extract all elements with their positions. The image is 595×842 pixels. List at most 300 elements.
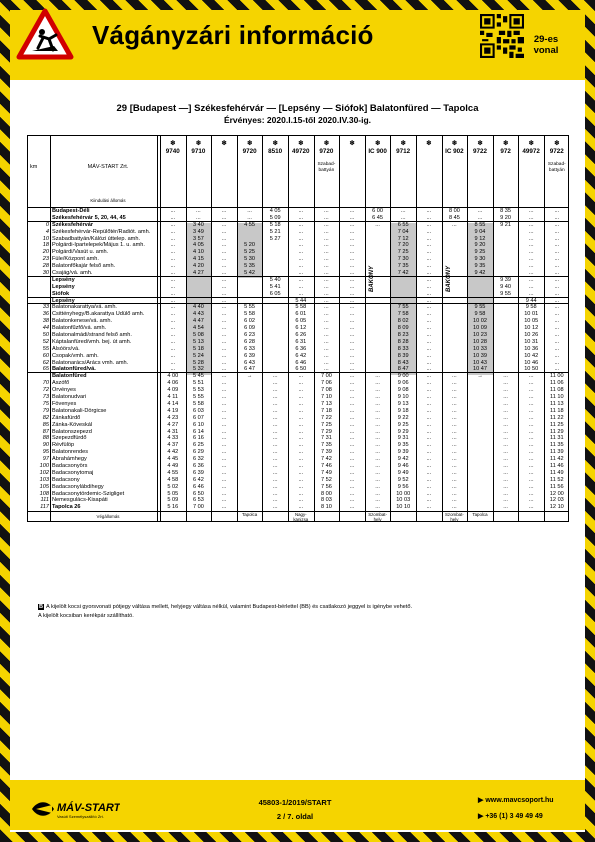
time-cell: 10 31 <box>524 338 539 345</box>
time-cell: ... <box>349 263 355 270</box>
time-cell: ... <box>298 435 304 442</box>
time-cell: 11 52 <box>550 476 564 483</box>
train-column-header <box>442 136 468 208</box>
column-divider <box>518 136 519 521</box>
time-cell: ... <box>298 270 304 277</box>
time-cell: ... <box>554 256 560 263</box>
time-cell: ... <box>375 497 380 504</box>
time-cell: 9 25 <box>397 421 409 428</box>
time-cell: ... <box>528 407 534 414</box>
time-cell: ... <box>324 338 329 345</box>
time-cell: 6 43 <box>244 359 256 366</box>
train-number: 9720 <box>242 147 257 155</box>
time-cell: ... <box>554 332 560 339</box>
time-cell: ... <box>349 462 355 469</box>
time-cell: 5 51 <box>192 380 204 387</box>
time-cell: 7 31 <box>320 435 332 442</box>
time-cell: ... <box>324 263 329 270</box>
time-cell: ... <box>221 387 227 394</box>
time-cell: ... <box>554 276 560 283</box>
time-cell: ... <box>452 497 457 504</box>
time-cell: ... <box>324 221 329 228</box>
column-divider <box>544 136 545 521</box>
time-cell: 10 10 <box>396 504 411 511</box>
time-cell: ... <box>349 373 355 380</box>
time-cell: ... <box>554 270 560 277</box>
time-cell: 9 18 <box>397 407 409 414</box>
page-title: Vágányzári információ <box>92 20 374 50</box>
time-cell: ... <box>221 290 227 297</box>
time-cell: 11 10 <box>550 394 564 401</box>
station-name: Csajág/vá. amh. <box>52 270 93 277</box>
time-cell: ... <box>426 276 432 283</box>
time-cell: 3 57 <box>192 235 204 242</box>
time-cell: 9 49 <box>397 469 409 476</box>
time-cell: ... <box>170 290 176 297</box>
column-divider <box>467 136 468 521</box>
time-cell: ... <box>528 469 534 476</box>
time-cell: 7 25 <box>320 421 332 428</box>
time-cell: ... <box>426 297 432 304</box>
time-cell: ... <box>528 394 534 401</box>
time-cell: ... <box>426 490 432 497</box>
time-cell: ... <box>503 449 508 456</box>
timetable-row <box>28 456 568 463</box>
time-cell: 4 37 <box>167 442 179 449</box>
time-cell: 4 55 <box>244 221 256 228</box>
time-cell: ... <box>221 228 227 235</box>
time-cell: ... <box>452 456 457 463</box>
timetable-row <box>28 249 568 256</box>
time-cell: 11 31 <box>550 435 564 442</box>
time-cell: ... <box>452 504 457 511</box>
time-cell: ... <box>375 462 380 469</box>
time-cell: 9 31 <box>397 435 409 442</box>
timetable-row <box>28 304 568 311</box>
time-cell: ... <box>452 469 457 476</box>
time-cell: ... <box>503 469 508 476</box>
time-cell: 8 03 <box>320 497 332 504</box>
time-cell: ... <box>221 352 227 359</box>
time-cell: ... <box>170 263 176 270</box>
column-divider <box>314 136 315 521</box>
logo-company-sub: Vasúti Személyszállító Zrt. <box>57 814 104 819</box>
time-cell: ... <box>426 428 432 435</box>
time-cell: 5 09 <box>167 497 179 504</box>
time-cell: 6 02 <box>244 318 256 325</box>
train-number: 9740 <box>165 147 180 155</box>
km-value: 70 <box>42 380 49 387</box>
time-cell: 9 10 <box>397 394 409 401</box>
time-cell: ... <box>554 345 560 352</box>
column-divider <box>390 136 391 521</box>
time-cell: ... <box>426 352 432 359</box>
time-cell: ... <box>349 483 355 490</box>
time-cell: ... <box>298 214 304 221</box>
time-cell: ... <box>221 456 227 463</box>
km-value: 28 <box>42 263 49 270</box>
time-cell: ... <box>221 256 227 263</box>
time-cell: 9 04 <box>474 228 486 235</box>
footnote-1-marker: B <box>39 604 44 610</box>
time-cell: 6 32 <box>192 456 204 463</box>
end-station-label: Szombat- hely <box>368 512 387 522</box>
km-value: 38 <box>42 318 49 325</box>
time-cell: 10 26 <box>524 332 539 339</box>
station-name: Nemesgulács-Kisapáti <box>52 497 108 504</box>
time-cell: ... <box>272 456 278 463</box>
time-cell: ... <box>554 208 560 214</box>
time-cell: ... <box>221 208 227 214</box>
time-cell: ... <box>349 208 355 214</box>
time-cell: 5 55 <box>244 304 256 311</box>
time-cell: 7 39 <box>320 449 332 456</box>
train-column-note: Szabad- battyán <box>317 161 336 173</box>
time-cell: 5 27 <box>269 235 281 242</box>
time-cell: 7 35 <box>397 263 409 270</box>
train-number: 8510 <box>268 147 283 155</box>
air-conditioning-icon: ❄ <box>502 140 509 147</box>
time-cell: 7 12 <box>397 235 409 242</box>
time-cell: ... <box>272 504 278 511</box>
time-cell: ... <box>272 462 278 469</box>
time-cell: 5 02 <box>167 483 179 490</box>
time-cell: ... <box>477 208 483 214</box>
timetable-row <box>28 435 568 442</box>
timetable-row <box>28 497 568 504</box>
time-cell: 6 16 <box>192 435 204 442</box>
time-cell: ... <box>170 276 176 283</box>
time-cell: ... <box>170 366 176 373</box>
km-value: 88 <box>42 435 49 442</box>
time-cell: 12 10 <box>549 504 564 511</box>
time-cell: ... <box>298 283 304 290</box>
time-cell: ... <box>554 283 560 290</box>
time-cell: ... <box>375 387 380 394</box>
time-cell: 8 09 <box>397 325 409 332</box>
time-cell: ... <box>528 497 534 504</box>
time-cell: ... <box>503 504 508 511</box>
station-name: Zánka-Köveskál <box>52 421 93 428</box>
timetable-row <box>28 339 568 346</box>
time-cell: 7 52 <box>320 476 332 483</box>
time-cell: 5 58 <box>244 311 256 318</box>
time-cell: ... <box>349 449 355 456</box>
time-cell: ... <box>426 483 432 490</box>
time-cell: ... <box>298 414 304 421</box>
time-cell: ... <box>221 435 227 442</box>
time-cell: 5 09 <box>269 214 281 221</box>
time-cell: 5 53 <box>192 387 204 394</box>
time-cell: ... <box>452 435 457 442</box>
time-cell: 10 00 <box>396 490 411 497</box>
time-cell: 6 42 <box>295 352 307 359</box>
time-cell: ... <box>349 428 355 435</box>
time-cell: ... <box>426 345 432 352</box>
column-divider <box>237 136 238 521</box>
time-cell: 6 33 <box>244 345 256 352</box>
time-cell: ... <box>426 242 432 249</box>
time-cell: ... <box>426 270 432 277</box>
time-cell: 8 39 <box>397 352 409 359</box>
time-cell: 9 35 <box>474 263 486 270</box>
time-cell: ... <box>272 476 278 483</box>
time-cell: ... <box>170 208 176 214</box>
time-cell: ... <box>426 414 432 421</box>
time-cell: 9 55 <box>500 290 512 297</box>
time-cell: ... <box>221 442 227 449</box>
time-cell: 9 52 <box>397 476 409 483</box>
time-cell: ... <box>298 504 304 511</box>
time-cell: ... <box>426 373 432 380</box>
time-cell: ... <box>426 311 432 318</box>
time-cell: ... <box>349 352 355 359</box>
time-cell: ... <box>324 359 329 366</box>
time-cell: 9 56 <box>397 483 409 490</box>
time-cell: ... <box>349 421 355 428</box>
train-column-header <box>416 136 442 208</box>
time-cell: ... <box>349 366 355 373</box>
time-cell: ... <box>528 256 534 263</box>
time-cell: ... <box>324 304 329 311</box>
footnote-1-text: A kijelölt kocsi gyorsvonati pótjegy váltása mellett, helyjegy váltása nélkül, valamint Budapest-bérlettel (BB) és csatlakozó jeggyel is igénybe vehető. <box>46 604 413 610</box>
column-divider <box>493 136 494 521</box>
time-cell: ... <box>170 311 176 318</box>
time-cell: ... <box>375 414 380 421</box>
time-cell: ... <box>554 214 560 221</box>
time-cell: ... <box>452 414 457 421</box>
time-cell: ... <box>554 249 560 256</box>
time-cell: 6 46 <box>295 359 307 366</box>
time-cell: 8 33 <box>397 345 409 352</box>
time-cell: ... <box>298 228 304 235</box>
time-cell: 7 30 <box>397 256 409 263</box>
time-cell: 11 13 <box>550 400 564 407</box>
time-cell: ... <box>554 228 560 235</box>
time-cell: 6 26 <box>295 332 307 339</box>
phone-link[interactable]: ▶ +36 (1) 3 49 49 49 <box>478 813 543 820</box>
time-cell: ... <box>528 263 534 270</box>
station-name: Siófok <box>52 290 70 297</box>
time-cell: ... <box>426 235 432 242</box>
station-name: Badacsony <box>52 476 80 483</box>
time-cell: 9 42 <box>474 270 486 277</box>
time-cell: ... <box>170 304 176 311</box>
time-cell: ... <box>528 414 534 421</box>
train-number: IC 900 <box>368 147 387 155</box>
time-cell: 4 20 <box>192 263 204 270</box>
km-header: km <box>30 164 38 170</box>
timetable-row <box>28 222 568 229</box>
time-cell: ... <box>349 242 355 249</box>
time-cell: ... <box>503 373 508 380</box>
train-number: 9722 <box>549 147 564 155</box>
time-cell: ... <box>349 221 355 228</box>
timetable-row <box>28 484 568 491</box>
time-cell: 5 20 <box>244 242 256 249</box>
time-cell: ... <box>170 235 176 242</box>
km-value: 103 <box>39 476 49 483</box>
time-cell: 4 45 <box>167 456 179 463</box>
time-cell: 9 22 <box>397 414 409 421</box>
time-cell: ... <box>375 490 380 497</box>
time-cell: ... <box>452 476 457 483</box>
line-number: 29-es vonal <box>533 34 559 56</box>
time-cell: 4 47 <box>192 318 204 325</box>
time-cell: ... <box>426 214 432 221</box>
station-name: Szepezdfürdő <box>52 435 87 442</box>
station-name: Lepsény <box>52 297 75 304</box>
time-cell: ... <box>528 283 534 290</box>
station-name: Polgárdi/Vasút u. amh. <box>52 249 109 256</box>
time-cell: 7 25 <box>397 249 409 256</box>
mav-start-logo-icon <box>30 796 120 822</box>
time-cell: → <box>246 373 253 380</box>
km-value: 75 <box>42 400 49 407</box>
route-title: 29 [Budapest —] Székesfehérvár — [Lepsény — Siófok] Balatonfüred — Tapolca <box>116 103 479 114</box>
time-cell: 9 58 <box>525 304 537 311</box>
time-cell: ... <box>221 469 227 476</box>
time-cell: ... <box>477 214 483 221</box>
time-cell: ... <box>426 318 432 325</box>
km-value: 73 <box>42 394 49 401</box>
time-cell: ... <box>452 462 457 469</box>
station-name: Balatonfüred/vá. <box>52 366 96 373</box>
time-cell: ... <box>528 428 534 435</box>
time-cell: ... <box>528 456 534 463</box>
time-cell: ... <box>298 428 304 435</box>
time-cell: ... <box>528 400 534 407</box>
time-cell: ... <box>503 476 508 483</box>
time-cell: ... <box>503 442 508 449</box>
air-conditioning-icon: ❄ <box>374 140 381 147</box>
station-name: Aszófő <box>52 380 70 387</box>
time-cell: ... <box>452 407 457 414</box>
timetable-row <box>28 449 568 456</box>
air-conditioning-icon: ❄ <box>221 140 227 147</box>
time-cell: ... <box>349 276 355 283</box>
time-cell: 6 46 <box>192 483 204 490</box>
time-cell: 9 40 <box>500 283 512 290</box>
website-link[interactable]: ▶ www.mavcsoport.hu <box>478 797 554 804</box>
time-cell: ... <box>272 483 278 490</box>
km-value: 117 <box>40 504 49 511</box>
time-cell: ... <box>426 435 432 442</box>
time-cell: 11 39 <box>550 449 564 456</box>
km-value: 44 <box>42 325 49 332</box>
time-cell: 8 10 <box>320 504 332 511</box>
time-cell: 7 00 <box>192 504 204 511</box>
time-cell: 7 58 <box>397 311 409 318</box>
timetable-row <box>28 373 568 380</box>
km-value: 52 <box>42 338 49 345</box>
time-cell: ... <box>170 270 176 277</box>
time-cell: ... <box>503 407 508 414</box>
time-cell: ... <box>298 249 304 256</box>
timetable-row <box>28 332 568 339</box>
time-cell: 12 00 <box>549 490 564 497</box>
time-cell: 6 45 <box>372 214 384 221</box>
time-cell: ... <box>528 476 534 483</box>
time-cell: 6 28 <box>244 338 256 345</box>
time-cell: ... <box>170 214 176 221</box>
time-cell: ... <box>452 428 457 435</box>
train-number: 972 <box>500 147 511 155</box>
time-cell: ... <box>298 290 304 297</box>
time-cell: 6 47 <box>244 366 256 373</box>
time-cell: ... <box>426 283 432 290</box>
time-cell: ... <box>272 421 278 428</box>
time-cell: 7 42 <box>320 456 332 463</box>
train-column-header <box>288 136 314 208</box>
time-cell: ... <box>528 208 534 214</box>
km-value: 62 <box>42 359 49 366</box>
time-cell: 10 03 <box>396 497 411 504</box>
time-cell: ... <box>528 504 534 511</box>
time-cell: ... <box>554 318 560 325</box>
time-cell: ... <box>349 359 355 366</box>
time-cell: ... <box>349 407 355 414</box>
timetable-row <box>28 298 568 305</box>
time-cell: ... <box>452 442 457 449</box>
time-cell: ... <box>221 476 227 483</box>
column-divider <box>262 136 263 521</box>
time-cell: ... <box>426 304 432 311</box>
time-cell: ... <box>298 483 304 490</box>
km-value: 85 <box>42 421 49 428</box>
timetable-row <box>28 236 568 243</box>
station-name: Örvényes <box>52 387 76 394</box>
time-cell: 4 27 <box>167 421 179 428</box>
km-value: 60 <box>42 352 49 359</box>
timetable-row <box>28 325 568 332</box>
time-cell: 6 09 <box>244 325 256 332</box>
time-cell: ... <box>452 387 457 394</box>
time-cell: ... <box>221 283 227 290</box>
station-name: Székesfehérvár 5, 20, 44, 45 <box>52 214 126 221</box>
time-cell: ... <box>375 380 380 387</box>
time-cell: 5 32 <box>192 366 204 373</box>
time-cell: 6 39 <box>192 469 204 476</box>
bakony-train-label: BAKONY <box>445 265 452 292</box>
km-value: 20 <box>42 249 49 256</box>
time-cell: ... <box>426 256 432 263</box>
time-cell: ... <box>528 421 534 428</box>
time-cell: ... <box>503 490 508 497</box>
km-value: 100 <box>39 462 49 469</box>
time-cell: 7 10 <box>320 394 332 401</box>
qr-code-icon <box>480 14 524 58</box>
time-cell: ... <box>221 366 227 373</box>
air-conditioning-icon: ❄ <box>195 140 202 147</box>
time-cell: ... <box>349 504 355 511</box>
end-station-label: Nagy- kanizsa <box>293 512 309 522</box>
station-name: Balatonrendes <box>52 449 89 456</box>
time-cell: ... <box>221 297 227 304</box>
time-cell: 9 44 <box>525 297 537 304</box>
time-cell: ... <box>349 311 355 318</box>
time-cell: ... <box>426 497 432 504</box>
time-cell: ... <box>375 428 380 435</box>
train-number: IC 902 <box>445 147 464 155</box>
station-name: Balatonakali-Dörgicse <box>52 407 107 414</box>
train-column-header <box>365 136 391 208</box>
train-column-header <box>160 136 186 208</box>
train-column-header <box>390 136 416 208</box>
time-cell: 10 42 <box>524 352 539 359</box>
train-column-header <box>186 136 212 208</box>
time-cell: 6 05 <box>295 318 307 325</box>
